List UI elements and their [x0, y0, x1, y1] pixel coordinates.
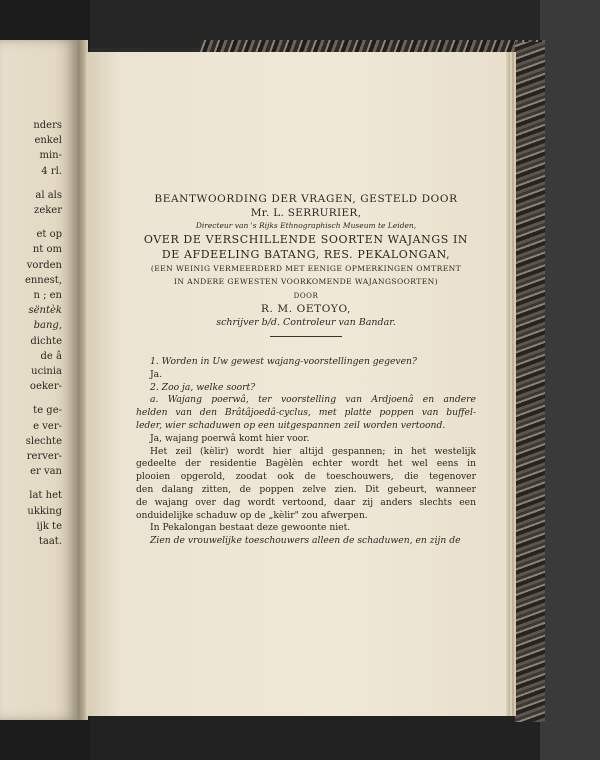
body-line: Het zeil (kèlir) wordt hier altijd gespannen; in het westelijk [150, 445, 476, 457]
author-name: Mr. L. SERRURIER, [250, 207, 362, 219]
left-page-text [2, 118, 62, 549]
left-line: 4 rl. [41, 165, 62, 177]
subject-line-1: OVER DE VERSCHILLENDE SOORTEN WAJANGS IN [143, 233, 469, 246]
left-line: er van [30, 466, 62, 478]
article-title: BEANTWOORDING DER VRAGEN, GESTELD DOOR [154, 193, 458, 205]
left-line: sëntèk [28, 305, 62, 317]
left-line: slechte [25, 435, 62, 447]
left-line: al als [35, 189, 62, 201]
left-line: ukking [27, 505, 62, 517]
left-line: e ver- [33, 420, 62, 432]
left-line: oeker- [29, 381, 62, 393]
question-2: 2. Zoo ja, welke soort? [150, 381, 256, 393]
question-1: 1. Worden in Uw gewest wajang-voorstellingen gegeven? [150, 356, 417, 367]
left-line: bang, [33, 320, 62, 332]
left-line: ennest, [24, 274, 62, 286]
left-line: taat. [38, 536, 62, 548]
left-line: de â [40, 350, 62, 362]
left-gap [2, 394, 62, 403]
right-page [86, 52, 506, 716]
left-line: vorden [26, 259, 62, 271]
by-label: DOOR [293, 292, 319, 300]
left-line: min- [39, 150, 62, 162]
body-line: den dalang zitten, de poppen zelve zien. Dit gebeurt, wanneer [136, 483, 476, 495]
left-line: nders [33, 120, 62, 131]
question-2a-line: a. Wajang poerwâ, ter voorstelling van Ardjoenâ en andere [150, 394, 476, 406]
backdrop-bottom [90, 716, 540, 760]
left-line: enkel [34, 135, 62, 147]
marbled-cover-board [515, 42, 545, 722]
remark-line-2: IN ANDERE GEWESTEN VOORKOMENDE WAJANGSOORTEN) [173, 277, 439, 286]
left-page [0, 40, 78, 720]
marbled-cover-top [200, 40, 545, 52]
article-body [136, 356, 476, 548]
left-line: nt om [32, 244, 62, 256]
question-2a-line: leder, wier schaduwen op een uitgespannen zeil worden vertoond. [136, 419, 446, 431]
left-gap [2, 218, 62, 227]
remark-line-1: (EEN WEINIG VERMEERDERD MET EENIGE OPMERKINGEN OMTRENT [150, 264, 462, 273]
left-gap [2, 479, 62, 488]
left-line: ucinia [31, 366, 62, 378]
article [136, 192, 476, 548]
question-2a-line: helden van den Brâtâjoedâ-cyclus, met platte poppen van buffel- [136, 407, 476, 419]
left-gap [2, 179, 62, 188]
left-line: n ; en [33, 290, 62, 302]
left-line: dichte [30, 335, 62, 347]
answer-2a: Ja, wajang poerwâ komt hier voor. [150, 432, 310, 444]
backdrop-right [540, 0, 600, 760]
body-line: onduidelijke schaduw op de „kèlir" zou afwerpen. [136, 509, 368, 521]
body-line: de wajang over dag wordt vertoond, daar zij anders slechts een [136, 496, 476, 508]
body-line: plooien opgerold, zoodat ook de toeschouwers, die tegenover [136, 471, 476, 483]
left-line: rerver- [26, 451, 62, 463]
body-line: Zien de vrouwelijke toeschouwers alleen de schaduwen, en zijn de [150, 535, 461, 547]
body-line: gedeelte der residentie Bagèlèn echter wordt het wel eens in [136, 458, 476, 470]
respondent-role: schrijver b/d. Controleur van Bandar. [216, 317, 396, 328]
left-line: lat het [29, 490, 62, 502]
divider-rule [270, 336, 342, 337]
subject-line-2: DE AFDEELING BATANG, RES. PEKALONGAN, [161, 248, 451, 261]
left-line: ijk te [36, 520, 62, 532]
respondent-name: R. M. OETOYO, [261, 303, 351, 315]
left-line: et op [36, 229, 62, 241]
answer-1: Ja. [150, 368, 163, 380]
body-line: In Pekalongan bestaat deze gewoonte niet. [150, 522, 351, 534]
left-line: te ge- [33, 405, 62, 417]
left-line: zeker [34, 205, 62, 217]
author-role: Directeur van 's Rijks Ethnographisch Museum te Leiden, [195, 221, 417, 230]
